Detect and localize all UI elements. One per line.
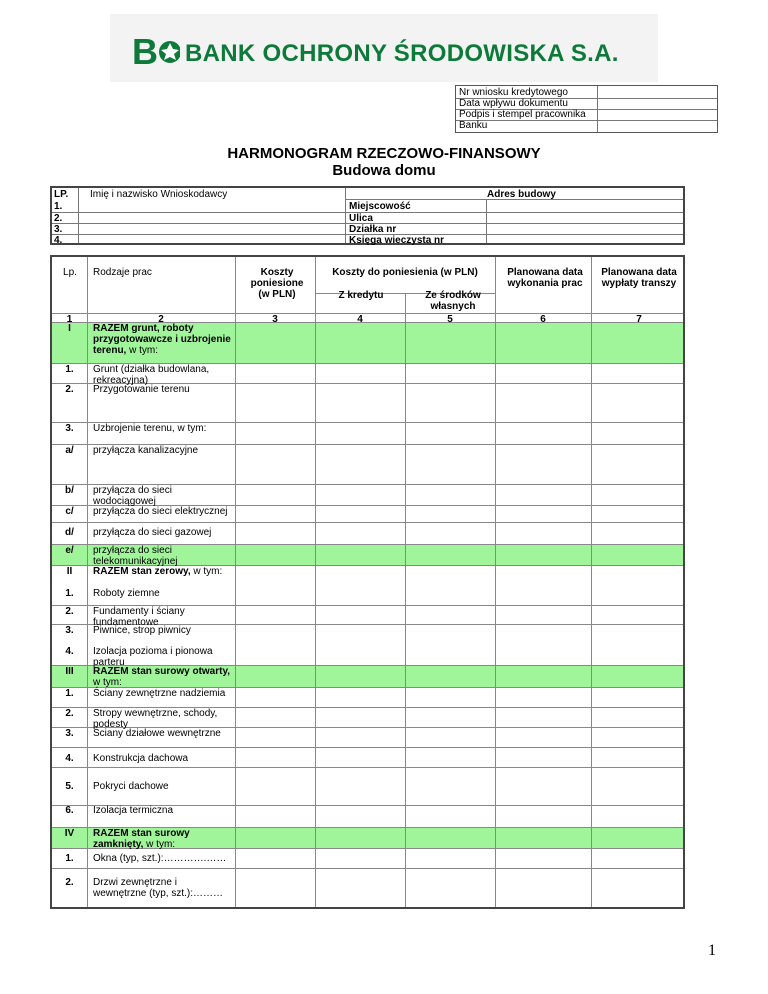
row-lp: 3. [65, 625, 74, 636]
row-lp: III [65, 666, 74, 677]
row-lp: 1. [65, 853, 74, 864]
work-label: przyłącza do sieci wodociągowej [93, 485, 172, 507]
applicant-number: 4. [54, 235, 63, 246]
applicant-lp-header: LP. [54, 189, 69, 200]
row-lp: 5. [65, 781, 74, 792]
work-label: Konstrukcja dachowa [93, 753, 189, 764]
document-title: HARMONOGRAM RZECZOWO-FINANSOWY [227, 145, 541, 162]
page-number: 1 [708, 942, 716, 959]
row-lp: 1. [65, 588, 74, 599]
row-lp: IV [64, 828, 75, 839]
work-label: Stropy wewnętrzne, schody, podesty [93, 708, 218, 730]
work-label: Izolacja pozioma i pionowa parteru [93, 646, 213, 668]
work-label: Uzbrojenie terenu, w tym: [93, 423, 207, 434]
work-label: Drzwi zewnętrzne i wewnętrzne (typ, szt.):……… [93, 877, 224, 899]
construction-address-header: Adres budowy [487, 189, 556, 200]
applicant-number: 1. [54, 201, 63, 212]
row-lp: I [68, 323, 71, 334]
work-label: przyłącza do sieci elektrycznej [93, 506, 228, 517]
row-lp: 1. [65, 364, 74, 375]
row-lp: 2. [65, 384, 74, 395]
application-number-row: Nr wniosku kredytowego [456, 87, 717, 98]
applicant-name-header: Imię i nazwisko Wnioskodawcy [90, 189, 228, 200]
lp-column-header: Lp. [63, 267, 77, 278]
row-lp: 2. [65, 708, 74, 719]
costs-to-incur-header: Koszty do poniesienia (w PLN) [332, 267, 478, 278]
document-subtitle: Budowa domu [332, 162, 436, 179]
row-lp: 6. [65, 805, 74, 816]
work-label: RAZEM stan zerowy, w tym: [93, 566, 223, 577]
svg-text:B: B [132, 31, 158, 72]
column-number: 2 [158, 314, 164, 325]
work-label: RAZEM stan surowy otwarty, w tym: [93, 666, 231, 688]
bank-header [110, 14, 658, 82]
row-lp: 3. [65, 423, 74, 434]
document-receipt-date-row: Data wpływu dokumentu [456, 98, 717, 109]
bank-name: BANK OCHRONY ŚRODOWISKA S.A. [185, 40, 619, 67]
from-loan-header: Z kredytu [338, 290, 384, 301]
costs-incurred-header: Koszty poniesione (w PLN) [250, 267, 304, 300]
planned-completion-header: Planowana data wykonania prac [507, 267, 583, 289]
work-label: RAZEM grunt, roboty przygotowawcze i uzbrojenie terenu, w tym: [93, 323, 231, 356]
address-street-label: Ulica [349, 213, 373, 224]
work-label: przyłącza kanalizacyjne [93, 445, 199, 456]
applicant-number: 3. [54, 224, 63, 235]
work-label: Pokryci dachowe [93, 781, 169, 792]
row-lp: a/ [65, 445, 74, 456]
address-plot-label: Działka nr [349, 224, 397, 235]
applicant-table [50, 186, 685, 245]
work-label: Okna (typ, szt.):………….…… [93, 853, 227, 864]
work-label: Fundamenty i ściany fundamentowe [93, 606, 185, 628]
row-lp: II [66, 566, 73, 577]
work-label: przyłącza do sieci telekomunikacyjnej [93, 545, 178, 567]
planned-payout-header: Planowana data wypłaty transzy [601, 267, 677, 289]
column-number: 1 [66, 314, 73, 325]
work-label: Roboty ziemne [93, 588, 160, 599]
address-land-register-label: Księga wieczysta nr [349, 235, 445, 246]
work-label: Przygotowanie terenu [93, 384, 190, 395]
column-number: 4 [357, 314, 363, 325]
bos-logo-icon [132, 28, 180, 72]
address-city-label: Miejscowość [349, 201, 411, 212]
row-lp: 4. [65, 753, 74, 764]
row-lp: b/ [65, 485, 74, 496]
work-label: Grunt (działka budowlana, rekreacyjna) [93, 364, 210, 386]
column-number: 5 [447, 314, 453, 325]
row-lp: 1. [65, 688, 74, 699]
row-lp: d/ [65, 527, 74, 538]
own-funds-header: Ze środków własnych [425, 290, 481, 312]
row-lp: 3. [65, 728, 74, 739]
column-number: 3 [272, 314, 278, 325]
works-column-header: Rodzaje prac [93, 267, 152, 278]
work-label: Izolacja termiczna [93, 805, 174, 816]
work-label: Ściany działowe wewnętrzne [93, 728, 221, 739]
applicant-number: 2. [54, 213, 63, 224]
row-lp: 4. [65, 646, 74, 657]
row-lp: e/ [65, 545, 74, 556]
work-label: Ściany zewnętrzne nadziemia [93, 688, 226, 699]
column-number: 7 [636, 314, 642, 325]
work-label: Piwnice, strop piwnicy [93, 625, 191, 636]
application-info-box: Nr wniosku kredytowego Data wpływu dokumentu Podpis i stempel pracownika Banku [455, 85, 718, 133]
employee-signature-row: Podpis i stempel pracownika [456, 109, 717, 120]
row-lp: c/ [65, 506, 74, 517]
schedule-table [50, 255, 685, 909]
row-lp: 2. [65, 877, 74, 888]
row-lp: 2. [65, 606, 74, 617]
work-label: przyłącza do sieci gazowej [93, 527, 212, 538]
work-label: RAZEM stan surowy zamknięty, w tym: [93, 828, 190, 850]
column-number: 6 [540, 314, 546, 325]
